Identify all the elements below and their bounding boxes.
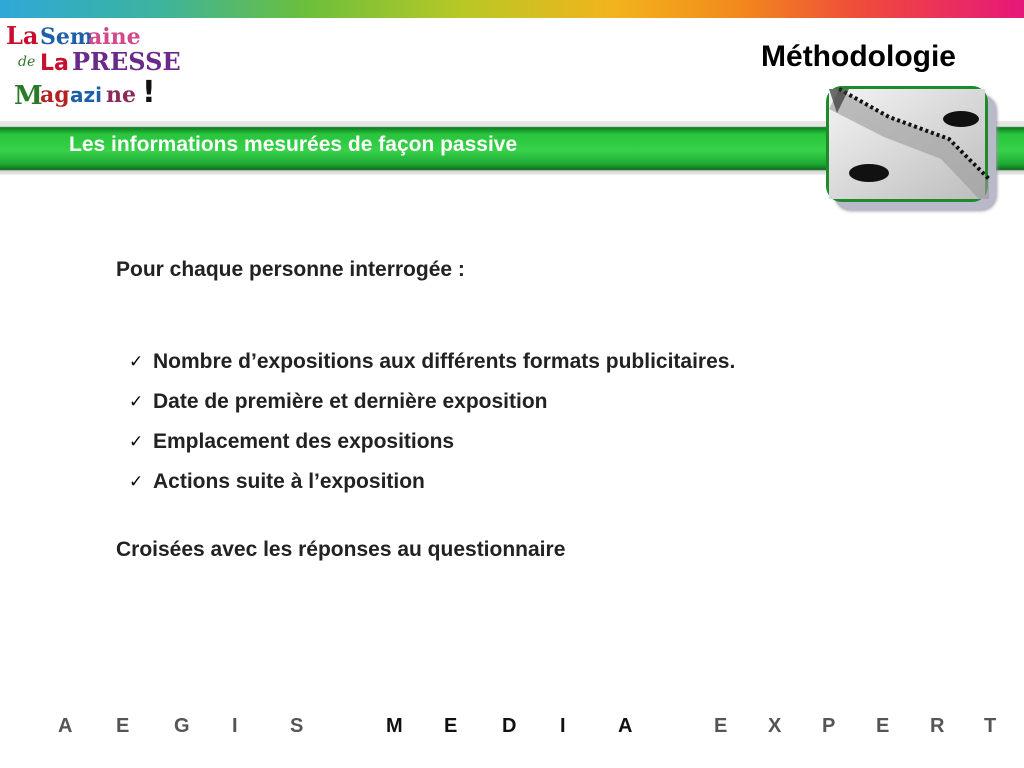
la-semaine-de-la-presse-logo (4, 20, 181, 114)
main-content (116, 258, 936, 561)
top-color-bar (0, 0, 1024, 18)
footer-brand-letter: P (822, 715, 836, 737)
footer-brand-letter: A (618, 715, 633, 737)
footer-brand-letter: A (58, 715, 73, 737)
list-item (129, 470, 425, 494)
bullet-text: Emplacement des expositions (153, 430, 455, 453)
list-item (129, 430, 454, 454)
checkmark-icon: ✓ (129, 352, 144, 371)
footer-brand-letter: E (876, 715, 890, 737)
aegis-media-expert-logo (0, 708, 1024, 744)
bullet-text: Actions suite à l’exposition (153, 470, 425, 493)
footer-brand-letter: M (386, 715, 403, 737)
bullet-text: Date de première et dernière exposition (153, 390, 548, 413)
footer-brand-letter: D (502, 715, 517, 737)
bullet-text: Nombre d’expositions aux différents formats publicitaires. (153, 350, 736, 373)
footer-brand-letter: G (174, 715, 190, 737)
footer-brand-letter: X (768, 715, 782, 737)
outro-text: Croisées avec les réponses au questionnaire (116, 538, 566, 561)
svg-text:!: ! (142, 75, 156, 110)
svg-text:PRESSE: PRESSE (72, 47, 181, 76)
footer-brand-letter: R (930, 715, 945, 737)
footer-brand-letter: E (444, 715, 458, 737)
intro-text: Pour chaque personne interrogée : (116, 258, 465, 281)
list-item (129, 350, 735, 374)
checkmark-icon: ✓ (129, 472, 144, 491)
footer-brand-letter: T (984, 715, 997, 737)
svg-text:ag: ag (40, 82, 70, 108)
list-item (129, 390, 547, 414)
page-title: Méthodologie (761, 40, 956, 73)
footer-brand-letter: E (116, 715, 130, 737)
footer-brand-letter: E (714, 715, 728, 737)
checkmark-icon: ✓ (129, 432, 144, 451)
gears-photo-icon (826, 86, 988, 202)
footer-brand-letter: I (560, 715, 566, 737)
checkmark-icon: ✓ (129, 392, 144, 411)
footer-brand-letter: S (290, 715, 304, 737)
svg-text:azi: azi (70, 83, 102, 107)
svg-text:ne: ne (106, 82, 136, 108)
svg-text:de: de (18, 54, 36, 70)
footer-brand-letter: I (232, 715, 238, 737)
svg-text:aine: aine (88, 24, 141, 50)
svg-text:M: M (14, 81, 43, 111)
svg-text:Sem: Sem (40, 24, 94, 50)
section-subtitle: Les informations mesurées de façon passive (69, 133, 518, 156)
svg-text:La: La (6, 21, 39, 50)
svg-text:La: La (40, 51, 69, 76)
